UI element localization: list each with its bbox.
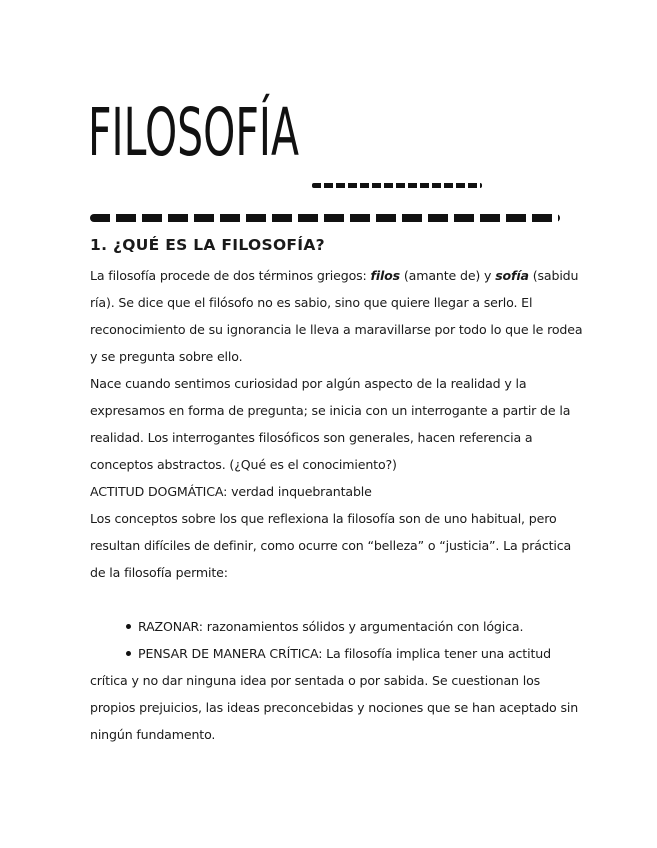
bullet-icon bbox=[126, 624, 131, 629]
paragraph-line: propios prejuicios, las ideas preconcebidas y nociones que se han aceptado sin bbox=[90, 700, 579, 715]
section-divider bbox=[90, 214, 560, 222]
paragraph-line: ría). Se dice que el filósofo no es sabio, sino que quiere llegar a serlo. El bbox=[90, 295, 533, 310]
page-title: FILOSOFÍA bbox=[88, 94, 299, 171]
dogmatic-attitude-line: ACTITUD DOGMÁTICA: verdad inquebrantable bbox=[90, 484, 372, 499]
paragraph-line: reconocimiento de su ignorancia le lleva a maravillarse por todo lo que le rodea bbox=[90, 322, 583, 337]
paragraph-line: ningún fundamento. bbox=[90, 727, 216, 742]
paragraph-line: Nace cuando sentimos curiosidad por algún aspecto de la realidad y la bbox=[90, 376, 527, 391]
paragraph-line: conceptos abstractos. (¿Qué es el conocimiento?) bbox=[90, 457, 397, 472]
paragraph-line: y se pregunta sobre ello. bbox=[90, 349, 243, 364]
paragraph-line: resultan difíciles de definir, como ocurre con “belleza” o “justicia”. La práctica bbox=[90, 538, 572, 553]
list-item bbox=[90, 640, 570, 667]
list-item-text: RAZONAR: razonamientos sólidos y argumentación con lógica. bbox=[138, 619, 524, 634]
paragraph-line bbox=[90, 262, 579, 289]
greek-term-filos: filos bbox=[370, 268, 401, 283]
greek-term-sofia: sofía bbox=[495, 268, 529, 283]
blank-line bbox=[90, 586, 570, 613]
paragraph-line: Los conceptos sobre los que reflexiona la filosofía son de uno habitual, pero bbox=[90, 511, 557, 526]
body-text bbox=[90, 262, 583, 748]
bullet-icon bbox=[126, 651, 131, 656]
title-underline bbox=[312, 183, 482, 188]
paragraph-line: realidad. Los interrogantes filosóficos son generales, hacen referencia a bbox=[90, 430, 533, 445]
list-item bbox=[90, 613, 570, 640]
bullet-list bbox=[90, 613, 570, 667]
paragraph-line: expresamos en forma de pregunta; se inicia con un interrogante a partir de la bbox=[90, 403, 571, 418]
text-span: (amante de) y bbox=[400, 268, 496, 283]
section-heading: 1. ¿QUÉ ES LA FILOSOFÍA? bbox=[90, 236, 325, 254]
text-span: La filosofía procede de dos términos griegos: bbox=[90, 268, 371, 283]
list-item-text: PENSAR DE MANERA CRÍTICA: La filosofía implica tener una actitud bbox=[138, 646, 551, 661]
text-span: (sabidu bbox=[528, 268, 579, 283]
paragraph-line: crítica y no dar ninguna idea por sentada o por sabida. Se cuestionan los bbox=[90, 673, 541, 688]
paragraph-line: de la filosofía permite: bbox=[90, 565, 228, 580]
